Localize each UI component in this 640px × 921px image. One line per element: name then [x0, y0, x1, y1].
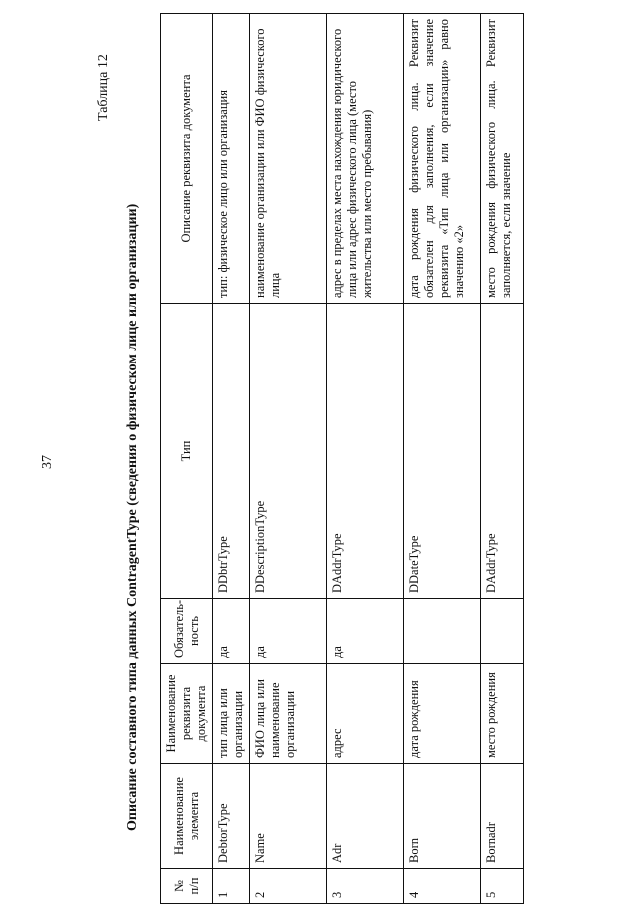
cell-number: 5 — [481, 869, 524, 904]
table-row — [213, 14, 250, 904]
cell-required: да — [213, 599, 250, 664]
table-title: Описание составного типа данных ContragentType (сведения о физическом лице или организации) — [125, 203, 140, 831]
cell-element: Adr — [327, 764, 404, 869]
cell-required: да — [250, 599, 327, 664]
header-number: № п/п — [161, 869, 213, 904]
cell-element: Name — [250, 764, 327, 869]
header-type: Тип — [161, 304, 213, 599]
cell-type: DAddrType — [327, 304, 404, 599]
cell-requisite-name: дата рождения — [404, 664, 481, 764]
cell-type: DAddrType — [481, 304, 524, 599]
cell-description: наименование организации или ФИО физического лица — [250, 14, 327, 304]
cell-required — [481, 599, 524, 664]
table-row — [327, 14, 404, 904]
cell-number: 3 — [327, 869, 404, 904]
table-row — [481, 14, 524, 904]
cell-type: DDescriptionType — [250, 304, 327, 599]
cell-element: Born — [404, 764, 481, 869]
page-number: 37 — [40, 455, 55, 469]
cell-requisite-name: тип лица или организации — [213, 664, 250, 764]
table-row — [404, 14, 481, 904]
cell-description: дата рождения физического лица. Реквизит обязателен для заполнения, если значение реквизита «Тип лица или организации» равно значению «2» — [404, 14, 481, 304]
cell-number: 1 — [213, 869, 250, 904]
cell-number: 4 — [404, 869, 481, 904]
header-element-name: Наименование элемента — [161, 764, 213, 869]
header-requisite-name: Наименование реквизита документа — [161, 664, 213, 764]
table-label: Таблица 12 — [96, 54, 111, 121]
cell-description: адрес в пределах места нахождения юридического лица или адрес физического лица (место жительства или место пребывания) — [327, 14, 404, 304]
cell-element: Bornadr — [481, 764, 524, 869]
cell-number: 2 — [250, 869, 327, 904]
cell-requisite-name: адрес — [327, 664, 404, 764]
cell-requisite-name: место рождения — [481, 664, 524, 764]
cell-required — [404, 599, 481, 664]
header-description: Описание реквизита документа — [161, 14, 213, 304]
cell-type: DDbtrType — [213, 304, 250, 599]
contragent-type-table — [160, 13, 524, 904]
cell-requisite-name: ФИО лица или наименование организации — [250, 664, 327, 764]
cell-type: DDateType — [404, 304, 481, 599]
header-required: Обязатель-ность — [161, 599, 213, 664]
table-row — [250, 14, 327, 904]
cell-required: да — [327, 599, 404, 664]
cell-description: место рождения физического лица. Реквизит заполняется, если значение — [481, 14, 524, 304]
cell-description: тип: физическое лицо или организация — [213, 14, 250, 304]
table-header-row — [161, 14, 213, 904]
cell-element: DebtorType — [213, 764, 250, 869]
